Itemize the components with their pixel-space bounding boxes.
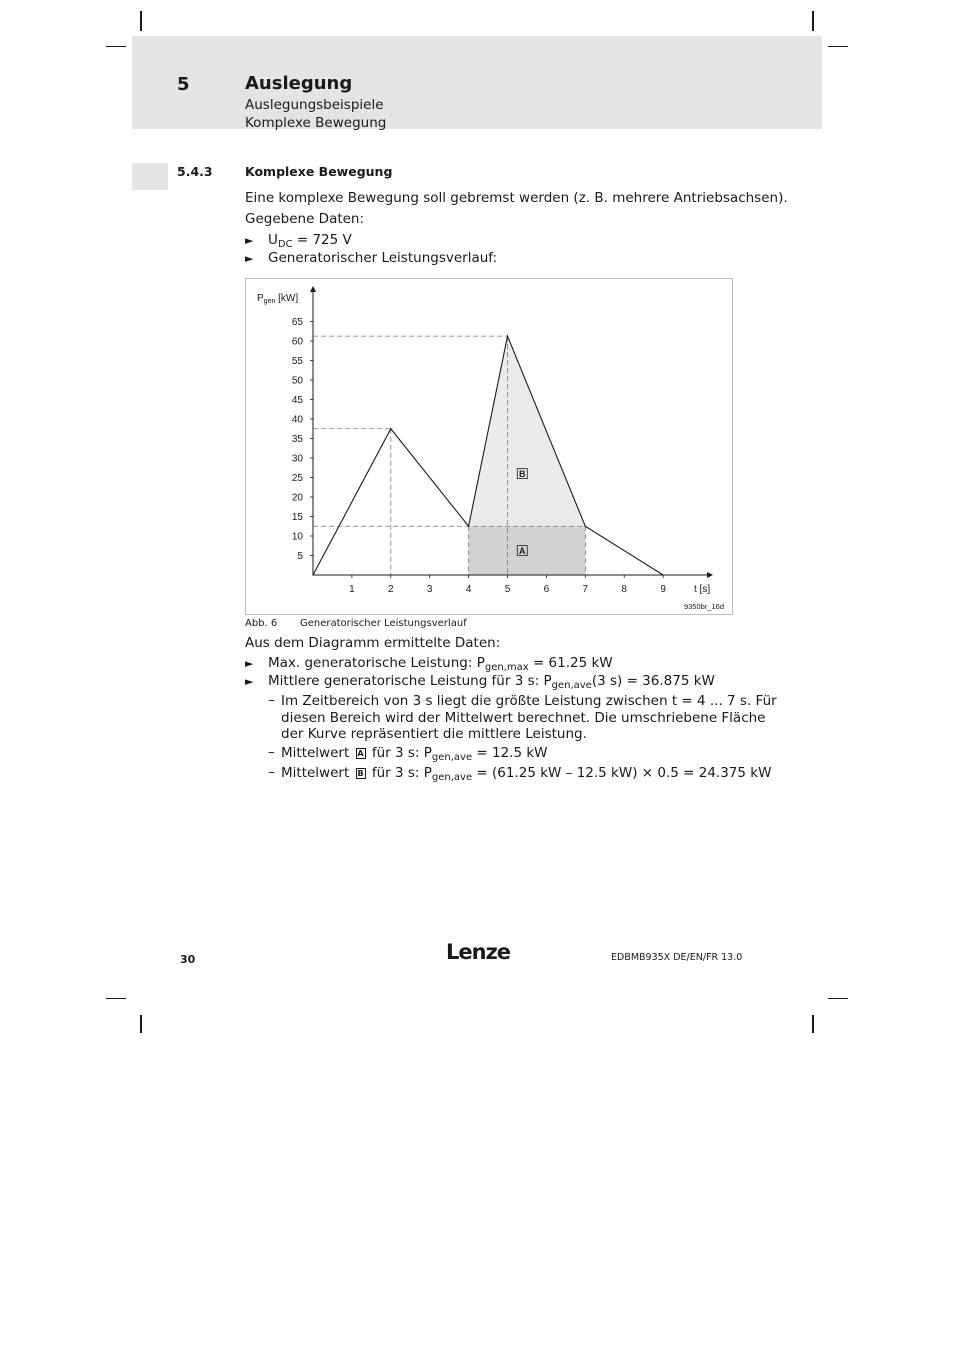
y-tick-label: 45 bbox=[291, 395, 303, 406]
y-tick-label: 30 bbox=[291, 453, 303, 465]
result-average-power bbox=[268, 673, 715, 689]
curve-point bbox=[390, 428, 391, 429]
curve-point bbox=[507, 336, 508, 337]
y-tick-label: 60 bbox=[291, 336, 303, 348]
x-tick-label: 2 bbox=[388, 584, 394, 595]
section-number: 5.4.3 bbox=[177, 164, 213, 179]
bullet-icon: ► bbox=[245, 234, 254, 247]
y-axis-arrow-icon bbox=[310, 286, 316, 292]
y-tick-label: 20 bbox=[291, 492, 303, 504]
y-tick-label: 15 bbox=[291, 512, 303, 523]
udc-subscript: DC bbox=[277, 239, 293, 250]
x-axis-label: t [s] bbox=[694, 584, 711, 595]
y-tick-label: 10 bbox=[291, 531, 303, 543]
note-line-2: diesen Bereich wird der Mittelwert berechnet. Die umschriebene Fläche bbox=[281, 710, 766, 726]
figure-caption-text: Generatorischer Leistungsverlauf bbox=[300, 618, 467, 629]
y-axis-unit: [kW] bbox=[275, 293, 299, 304]
x-tick-label: 6 bbox=[543, 584, 550, 595]
udc-value: = 725 V bbox=[292, 232, 352, 248]
power-profile-figure bbox=[245, 278, 733, 615]
result-ave-value: (3 s) = 36.875 kW bbox=[591, 673, 715, 689]
crop-mark bbox=[812, 11, 814, 31]
x-tick-label: 9 bbox=[660, 584, 666, 595]
dash-icon: – bbox=[268, 692, 275, 708]
crop-mark bbox=[140, 11, 142, 31]
x-axis-arrow-icon bbox=[707, 572, 713, 578]
profile-label: Generatorischer Leistungsverlauf: bbox=[268, 250, 498, 266]
mean-a-text: für 3 s: P bbox=[367, 745, 432, 761]
section-title: Komplexe Bewegung bbox=[245, 164, 393, 179]
region-a-icon: A bbox=[357, 749, 364, 758]
curve-point bbox=[585, 526, 586, 527]
mean-b-label: Mittelwert bbox=[281, 765, 350, 781]
region-b-label-letter: B bbox=[519, 469, 526, 480]
curve-point bbox=[468, 526, 469, 527]
section-marker bbox=[132, 163, 168, 190]
x-tick-label: 4 bbox=[465, 584, 472, 595]
region-b bbox=[469, 336, 586, 526]
bullet-icon: ► bbox=[245, 252, 254, 265]
chapter-subtitle-1: Auslegungsbeispiele bbox=[245, 97, 384, 113]
x-tick-label: 5 bbox=[504, 584, 511, 595]
x-tick-label: 7 bbox=[582, 584, 589, 595]
lenze-logo: Lenze bbox=[446, 940, 511, 964]
y-tick-label: 25 bbox=[291, 473, 303, 484]
mean-a-label: Mittelwert bbox=[281, 745, 350, 761]
y-axis-subscript: gen bbox=[263, 298, 276, 305]
document-code: EDBMB935X DE/EN/FR 13.0 bbox=[611, 952, 743, 963]
crop-mark bbox=[140, 1015, 142, 1033]
x-tick-label: 1 bbox=[349, 584, 355, 595]
chapter-number: 5 bbox=[177, 74, 190, 95]
y-axis-label bbox=[257, 293, 298, 305]
mean-a-item bbox=[281, 745, 548, 761]
udc-symbol: U bbox=[268, 232, 278, 248]
chapter-header-band bbox=[132, 36, 822, 129]
mean-a-subscript: gen,ave bbox=[431, 752, 473, 763]
result-max-power bbox=[268, 655, 613, 671]
mean-b-text: für 3 s: P bbox=[367, 765, 432, 781]
y-tick-label: 40 bbox=[291, 414, 303, 426]
crop-mark bbox=[828, 46, 848, 47]
region-b-icon: B bbox=[357, 769, 364, 778]
chapter-title: Auslegung bbox=[245, 73, 353, 94]
crop-mark bbox=[106, 998, 126, 999]
mean-b-subscript: gen,ave bbox=[431, 772, 473, 783]
curve-point bbox=[663, 574, 664, 575]
crop-mark bbox=[812, 1015, 814, 1033]
power-profile-chart bbox=[246, 279, 732, 614]
x-tick-label: 3 bbox=[426, 584, 433, 595]
dash-icon: – bbox=[268, 764, 275, 780]
y-tick-label: 35 bbox=[291, 434, 303, 445]
intro-line-1: Eine komplexe Bewegung soll gebremst werden (z. B. mehrere Antriebsachsen). bbox=[245, 190, 788, 206]
mean-a-value: = 12.5 kW bbox=[472, 745, 548, 761]
crop-mark bbox=[828, 998, 848, 999]
intro-line-2: Gegebene Daten: bbox=[245, 211, 365, 227]
result-ave-label: Mittlere generatorische Leistung für 3 s: P bbox=[268, 673, 552, 689]
chapter-subtitle-2: Komplexe Bewegung bbox=[245, 115, 387, 131]
curve-point bbox=[312, 574, 313, 575]
crop-mark bbox=[106, 46, 126, 47]
page-number: 30 bbox=[180, 953, 196, 966]
y-tick-label: 55 bbox=[291, 356, 303, 367]
mean-b-item bbox=[281, 765, 771, 781]
dash-icon: – bbox=[268, 744, 275, 760]
result-max-value: = 61.25 kW bbox=[528, 655, 613, 671]
bullet-icon: ► bbox=[245, 675, 254, 688]
x-tick-label: 8 bbox=[621, 584, 627, 595]
mean-b-value: = (61.25 kW – 12.5 kW) × 0.5 = 24.375 kW bbox=[472, 765, 772, 781]
result-ave-subscript: gen,ave bbox=[551, 680, 592, 691]
y-tick-label: 50 bbox=[291, 375, 303, 387]
result-max-subscript: gen,max bbox=[484, 662, 529, 673]
y-axis-symbol: P bbox=[257, 293, 264, 304]
figure-id: 9350br_16d bbox=[683, 602, 724, 611]
note-line-1: Im Zeitbereich von 3 s liegt die größte Leistung zwischen t = 4 ... 7 s. Für bbox=[281, 693, 777, 709]
region-a-label-letter: A bbox=[519, 546, 526, 557]
figure-caption-number: Abb. 6 bbox=[245, 618, 278, 629]
y-tick-label: 5 bbox=[297, 551, 303, 562]
result-max-label: Max. generatorische Leistung: P bbox=[268, 655, 485, 671]
results-intro: Aus dem Diagramm ermittelte Daten: bbox=[245, 635, 501, 651]
y-tick-label: 65 bbox=[291, 317, 303, 328]
note-line-3: der Kurve repräsentiert die mittlere Leistung. bbox=[281, 726, 587, 742]
bullet-icon: ► bbox=[245, 657, 254, 670]
udc-item bbox=[268, 232, 352, 248]
